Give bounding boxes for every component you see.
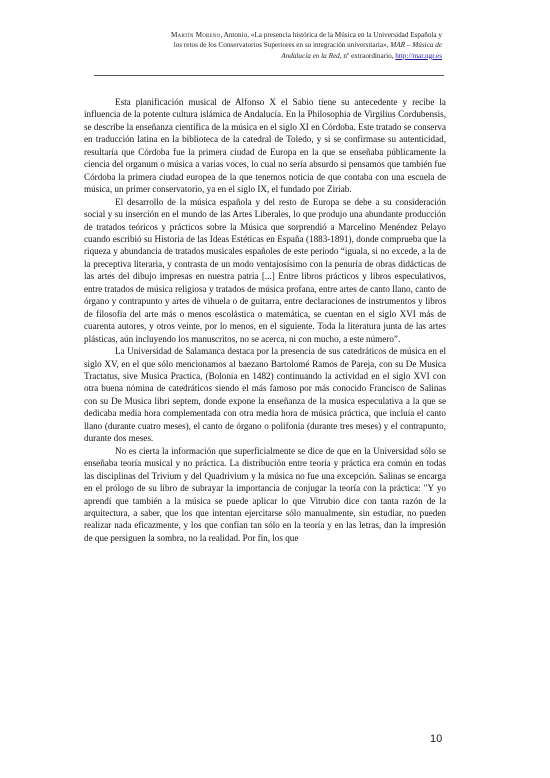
paragraph-3: La Universidad de Salamanca destaca por la presencia de sus catedráticos de música en el siglo XV, en el que sólo mencionamos al baezano Bartolomé Ramos de Pareja, con su De Musica Tractatus, sive Musica Practica, (Bolonia en 1482) continuando la actividad en el siglo XVI con otra buena nómina de catedráticos siendo el más famoso por más conocido Francisco de Salinas con su De Musica libri septem, donde expone la enseñanza de la musica especulativa a la que se dedicaba media hora complementada con otra media hora de música práctica, que incluía el canto llano (durante cuatro meses), el canto de órgano o polifonía (durante tres meses) y el contrapunto, durante dos meses.: [84, 346, 446, 444]
page-number: 10: [430, 733, 443, 745]
paragraph-1: Esta planificación musical de Alfonso X el Sabio tiene su antecedente y recibe la influencia de la potente cultura islámica de Andalucía. En la Philosophia de Virgilius Cordubensis, se describe la enseñanza científica de la música en el siglo XI en Córdoba. Este tratado se conserva en traducción latina en la biblioteca de la catedral de Toledo, y si se confirmase su autenticidad, resultaría que Córdoba fue la primera ciudad de Europa en la que se enseñaba públicamente la ciencia del organum o música a varias voces, lo cual no sería absurdo si pensamos que también fue Córdoba la primera ciudad europea de la que tenemos noticia de que contaba con una escuela de música, un primer conservatorio, ya en el siglo IX, el fundado por Ziriab.: [84, 97, 446, 195]
paragraph-2: El desarrollo de la música española y del resto de Europa se debe a su consideración social y su inserción en el mundo de las Artes Liberales, lo que produjo una abundante producción de tratados teóricos y prácticos sobre la Música que sorprendió a Marcelino Menéndez Pelayo cuando escribió su Historia de las Ideas Estéticas en España (1883-1891), donde comprueba que la riqueza y abundancia de tratados musicales españoles de este periodo “iguala, si no excede, a la de la preceptiva literaria, y contrasta de un modo ventajosísimo con la penuria de obras didácticas de las artes del dibujo impresas en nuestra patria [...] Entre libros prácticos y libros especulativos, entre tratados de música religiosa y tratados de música profana, entre artes de canto llano, canto de órgano y contrapunto y artes de vihuela o de guitarra, entre declaraciones de instrumentos y libros de filosofía del arte más o menos escolástica o matemática, se cuentan en el siglo XVI más de cuarenta autores, y otros veinte, por lo menos, en el siguiente. Toda la literatura junta de las artes plásticas, aún incluyendo los manuscritos, no se acerca, ni con mucho, a este número”.: [84, 196, 446, 344]
header-author-surname: Martín Moreno: [171, 31, 221, 39]
header-line-2-text: los retos de los Conservatorios Superiores en su integración universitaria»,: [173, 41, 391, 50]
running-header: [80, 30, 442, 61]
header-journal: MAR – Música de: [390, 41, 442, 50]
header-line-1: [80, 30, 442, 40]
paragraph-4: No es cierta la información que superficialmente se dice de que en la Universidad sólo se enseñaba teoría musical y no práctica. La distribución entre teoría y práctica era común en todas las disciplinas del Trivium y del Quadrivium y la música no fue una excepción. Salinas se encarga en el prólogo de su libro de subrayar la importancia de conjugar la teoría con la práctica: "Y yo aprendí que también a la música se puede aplicar lo que Vitrubio dice con tanta razón de la arquitectura, a saber, que los que intentan ejercitarse sólo manualmente, sin estudiar, no pueden realizar nada eficazmente, y los que confían tan sólo en la teoría y en las letras, dan la impresión de que persiguen la sombra, no la realidad. Por fin, los que: [84, 445, 446, 543]
header-journal-subtitle: Andalucía en la Red: [281, 51, 340, 60]
header-author-rest: , Antonio, «La presencia histórica de la Música en la Universidad Española y: [220, 31, 442, 39]
header-divider: [94, 75, 444, 76]
header-line-3: [80, 51, 442, 61]
header-issue: , nº extraordinario,: [339, 51, 396, 60]
body-text: [84, 96, 446, 544]
header-url-link[interactable]: http://mar.ugr.es: [395, 51, 442, 60]
header-line-2: [80, 40, 442, 50]
